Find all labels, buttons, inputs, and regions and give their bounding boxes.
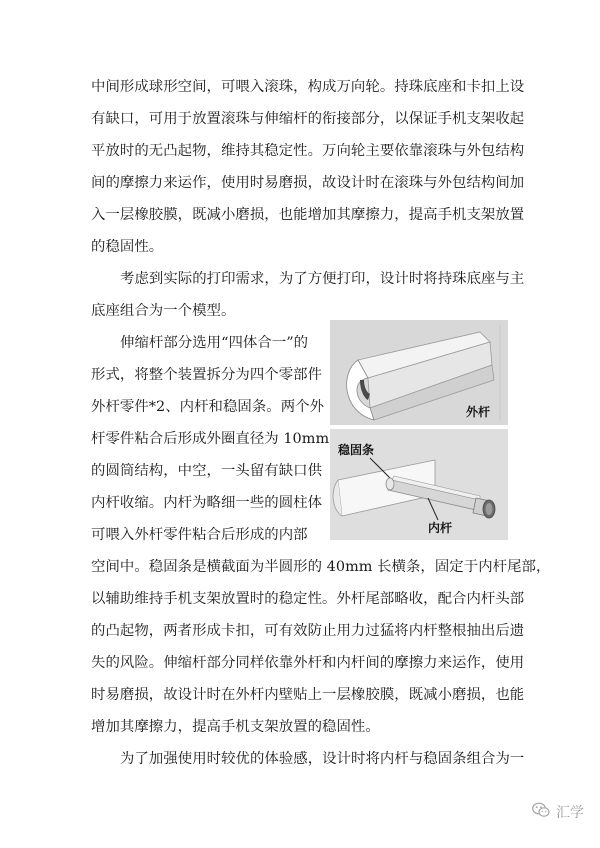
text-line: 为了加强使用时较优的体验感，设计时将内杆与稳固条组合为一 bbox=[120, 751, 525, 767]
watermark bbox=[532, 802, 584, 822]
text-line: 以辅助维持手机支架放置时的稳定性。外杆尾部略收，配合内杆头部 bbox=[91, 591, 525, 607]
inner-rod-label: 内杆 bbox=[428, 521, 453, 535]
text-line: 的圆筒结构，中空，一头留有缺口供 bbox=[91, 463, 323, 479]
outer-rod-label: 外杆 bbox=[466, 405, 491, 419]
watermark-text: 汇学 bbox=[556, 805, 584, 821]
text-line: 可喂入外杆零件粘合后形成的内部 bbox=[91, 527, 308, 543]
rod-parts-figure bbox=[330, 320, 508, 540]
text-line: 杆零件粘合后形成外圈直径为 10mm bbox=[91, 431, 330, 447]
text-line: 中间形成球形空间，可喂入滚珠，构成万向轮。持珠底座和卡扣上设 bbox=[91, 79, 525, 95]
stabilizer-label: 稳固条 bbox=[338, 443, 375, 457]
text-line: 伸缩杆部分选用“四体合一”的 bbox=[120, 335, 309, 351]
text-line: 失的风险。伸缩杆部分同样依靠外杆和内杆间的摩擦力来运作，使用 bbox=[91, 655, 525, 671]
text-line: 内杆收缩。内杆为略细一些的圆柱体 bbox=[91, 495, 323, 511]
text-line: 形式，将整个装置拆分为四个零部件 bbox=[91, 367, 323, 383]
text-line: 时易磨损，故设计时在外杆内壁贴上一层橡胶膜，既减小磨损，也能 bbox=[91, 687, 525, 703]
text-line: 空间中。稳固条是横截面为半圆形的 40mm 长横条，固定于内杆尾部， bbox=[91, 559, 551, 575]
text-line: 入一层橡胶膜，既减小磨损，也能增加其摩擦力，提高手机支架放置 bbox=[91, 207, 525, 223]
rod-parts-illustration bbox=[330, 320, 508, 540]
wechat-icon bbox=[532, 802, 550, 822]
text-line: 有缺口，可用于放置滚珠与伸缩杆的衔接部分，以保证手机支架收起 bbox=[91, 111, 525, 127]
text-line: 外杆零件*2、内杆和稳固条。两个外 bbox=[91, 399, 325, 415]
text-line: 的凸起物，两者形成卡扣，可有效防止用力过猛将内杆整根抽出后遗 bbox=[91, 623, 525, 639]
text-line: 平放时的无凸起物，维持其稳定性。万向轮主要依靠滚珠与外包结构 bbox=[91, 143, 525, 159]
text-line: 底座组合为一个模型。 bbox=[91, 303, 236, 319]
text-line: 间的摩擦力来运作，使用时易磨损，故设计时在滚珠与外包结构间加 bbox=[91, 175, 525, 191]
text-line: 增加其摩擦力，提高手机支架放置的稳固性。 bbox=[91, 719, 380, 735]
text-line: 考虑到实际的打印需求，为了方便打印，设计时将持珠底座与主 bbox=[120, 271, 525, 287]
text-line: 的稳固性。 bbox=[91, 239, 164, 255]
